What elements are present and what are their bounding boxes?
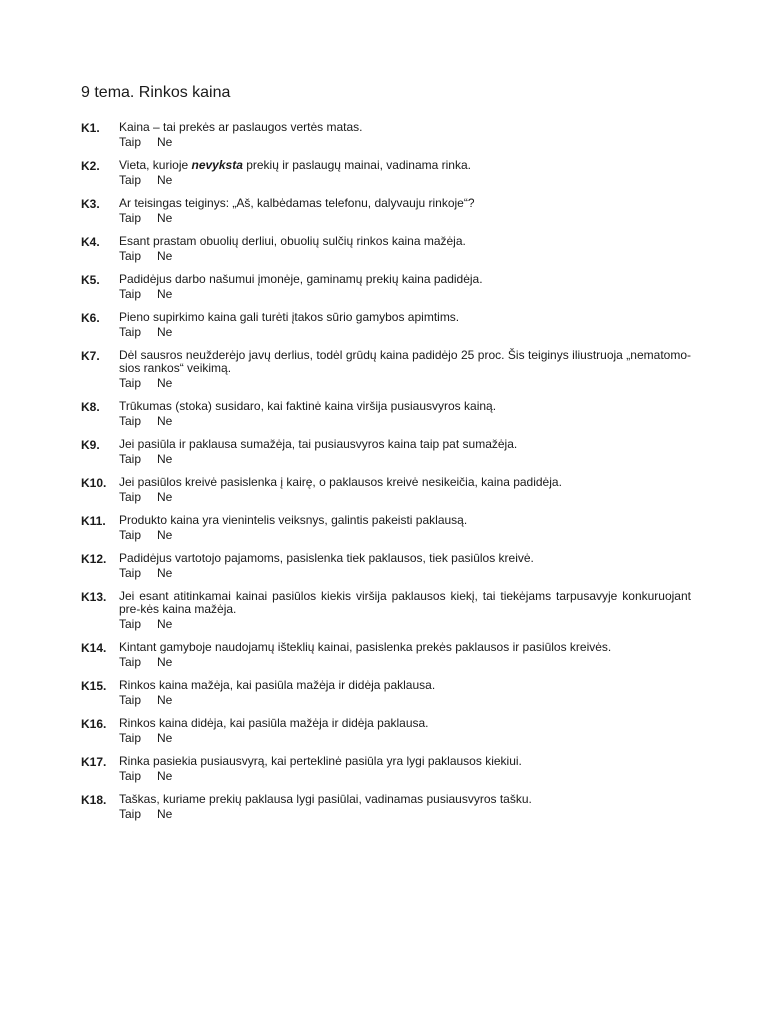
answer-no[interactable]: Ne [157,566,173,580]
question-number: K6. [81,311,100,325]
question-text: Padidėjus darbo našumui įmonėje, gaminamų prekių kaina padidėja. [119,272,483,286]
question-number: K7. [81,349,100,363]
answer-yes[interactable]: Taip [119,249,142,263]
question-number: K3. [81,197,100,211]
question-item [81,514,691,544]
question-text: Esant prastam obuolių derliui, obuolių sulčių rinkos kaina mažėja. [119,234,466,248]
question-item [81,552,691,582]
question-text: Produkto kaina yra vienintelis veiksnys, galintis pakeisti paklausą. [119,513,468,527]
question-number: K5. [81,273,100,287]
answer-options [119,210,691,227]
question-item [81,476,691,506]
answer-yes[interactable]: Taip [119,490,142,504]
question-text: Rinka pasiekia pusiausvyrą, kai perteklinė pasiūla yra lygi paklausos kiekiui. [119,754,522,768]
answer-yes[interactable]: Taip [119,287,142,301]
question-number: K9. [81,438,100,452]
answer-options [119,730,691,747]
answer-no[interactable]: Ne [157,528,173,542]
answer-yes[interactable]: Taip [119,528,142,542]
answer-options [119,768,691,785]
answer-no[interactable]: Ne [157,173,173,187]
answer-options [119,527,691,544]
question-item [81,438,691,468]
answer-no[interactable]: Ne [157,325,173,339]
question-number: K16. [81,717,107,731]
question-text-part: prekių ir paslaugų mainai, vadinama rinka. [242,158,471,172]
answer-no[interactable]: Ne [157,376,173,390]
answer-yes[interactable]: Taip [119,135,142,149]
answer-yes[interactable]: Taip [119,731,142,745]
question-item [81,400,691,430]
answer-yes[interactable]: Taip [119,566,142,580]
answer-options [119,616,691,633]
page-title: 9 tema. Rinkos kaina [81,84,231,101]
question-item [81,793,691,823]
answer-options [119,324,691,341]
answer-yes[interactable]: Taip [119,452,142,466]
answer-no[interactable]: Ne [157,490,173,504]
answer-options [119,451,691,468]
answer-yes[interactable]: Taip [119,617,142,631]
question-list [81,121,691,831]
question-number: K14. [81,641,107,655]
answer-options [119,375,691,392]
answer-yes[interactable]: Taip [119,655,142,669]
answer-no[interactable]: Ne [157,731,173,745]
question-number: K17. [81,755,107,769]
question-text: Ar teisingas teiginys: „Aš, kalbėdamas telefonu, dalyvauju rinkoje“? [119,196,475,210]
question-text: Rinkos kaina mažėja, kai pasiūla mažėja ir didėja paklausa. [119,678,436,692]
answer-options [119,134,691,151]
answer-no[interactable]: Ne [157,693,173,707]
question-text: Jei pasiūla ir paklausa sumažėja, tai pusiausvyros kaina taip pat sumažėja. [119,437,518,451]
question-text: Jei esant atitinkamai kainai pasiūlos kiekis viršija paklausos kiekį, tai tiekėjams tarpusavyje konkuruojant pre-kės kaina mažėja. [119,589,691,616]
question-text: Jei pasiūlos kreivė pasislenka į kairę, o paklausos kreivė nesikeičia, kaina padidėja. [119,475,562,489]
question-text: Kaina – tai prekės ar paslaugos vertės matas. [119,120,363,134]
question-number: K12. [81,552,107,566]
question-item [81,235,691,265]
question-text: Rinkos kaina didėja, kai pasiūla mažėja ir didėja paklausa. [119,716,429,730]
question-item [81,311,691,341]
answer-options [119,172,691,189]
answer-options [119,565,691,582]
answer-yes[interactable]: Taip [119,769,142,783]
question-number: K1. [81,121,100,135]
question-number: K18. [81,793,107,807]
answer-no[interactable]: Ne [157,617,173,631]
question-text: Pieno supirkimo kaina gali turėti įtakos sūrio gamybos apimtims. [119,310,460,324]
answer-no[interactable]: Ne [157,135,173,149]
answer-yes[interactable]: Taip [119,211,142,225]
answer-no[interactable]: Ne [157,769,173,783]
answer-no[interactable]: Ne [157,452,173,466]
answer-no[interactable]: Ne [157,655,173,669]
question-item [81,159,691,189]
answer-no[interactable]: Ne [157,249,173,263]
question-item [81,349,691,392]
answer-options [119,806,691,823]
question-text [119,159,691,172]
answer-no[interactable]: Ne [157,287,173,301]
question-item [81,717,691,747]
question-item [81,641,691,671]
answer-options [119,248,691,265]
answer-no[interactable]: Ne [157,807,173,821]
question-number: K4. [81,235,100,249]
question-text: Kintant gamyboje naudojamų išteklių kainai, pasislenka prekės paklausos ir pasiūlos kreivės. [119,640,612,654]
answer-yes[interactable]: Taip [119,414,142,428]
question-text: Dėl sausros neužderėjo javų derlius, todėl grūdų kaina padidėjo 25 proc. Šis teiginys iliustruoja „nematomo-sios rankos“ veikimą. [119,348,691,375]
answer-yes[interactable]: Taip [119,693,142,707]
question-item [81,197,691,227]
question-item [81,273,691,303]
question-number: K10. [81,476,107,490]
question-text: Padidėjus vartotojo pajamoms, pasislenka tiek paklausos, tiek pasiūlos kreivė. [119,551,534,565]
answer-options [119,489,691,506]
question-text-emphasis: nevyksta [191,158,243,172]
question-number: K2. [81,159,100,173]
answer-yes[interactable]: Taip [119,173,142,187]
answer-yes[interactable]: Taip [119,807,142,821]
question-number: K11. [81,514,106,528]
question-item [81,121,691,151]
answer-yes[interactable]: Taip [119,325,142,339]
question-text: Trūkumas (stoka) susidaro, kai faktinė kaina viršija pusiausvyros kainą. [119,399,497,413]
answer-options [119,413,691,430]
question-number: K13. [81,590,107,604]
answer-options [119,654,691,671]
answer-options [119,692,691,709]
question-item [81,590,691,633]
question-number: K8. [81,400,100,414]
question-text: Taškas, kuriame prekių paklausa lygi pasiūlai, vadinamas pusiausvyros tašku. [119,792,532,806]
answer-yes[interactable]: Taip [119,376,142,390]
question-number: K15. [81,679,107,693]
question-text-part: Vieta, kurioje [119,158,192,172]
question-item [81,679,691,709]
answer-no[interactable]: Ne [157,211,173,225]
answer-no[interactable]: Ne [157,414,173,428]
question-item [81,755,691,785]
answer-options [119,286,691,303]
